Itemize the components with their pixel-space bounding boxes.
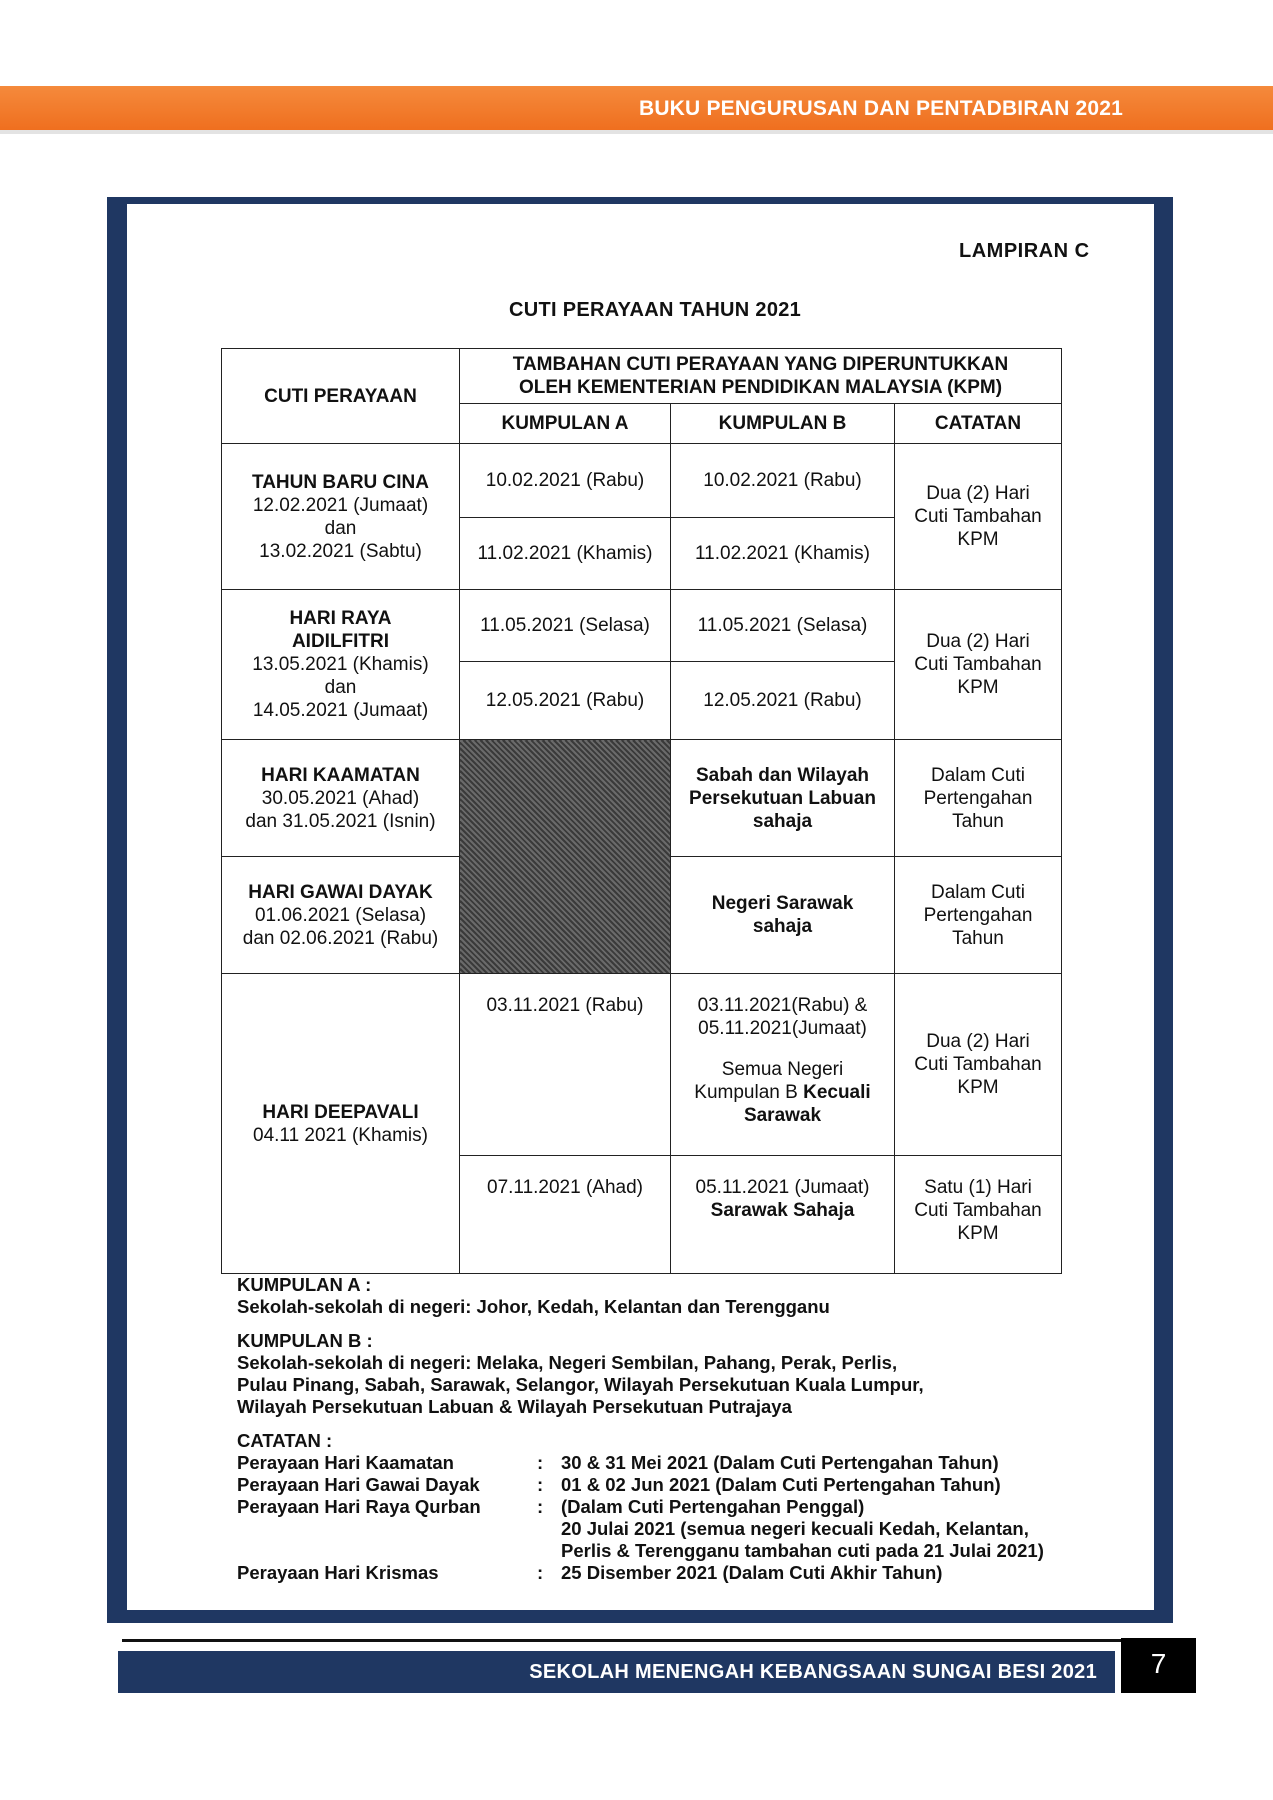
holiday-raya: HARI RAYA AIDILFITRI 13.05.2021 (Khamis) dan 14.05.2021 (Jumaat) [222, 590, 460, 740]
cell-a: 10.02.2021 (Rabu) [460, 444, 671, 518]
table-row [222, 974, 1062, 1156]
holiday-deepavali: HARI DEEPAVALI 04.11 2021 (Khamis) [222, 974, 460, 1274]
cell-a: 11.02.2021 (Khamis) [460, 518, 671, 590]
holiday-cny: TAHUN BARU CINA 12.02.2021 (Jumaat) dan 13.02.2021 (Sabtu) [222, 444, 460, 590]
col-kumpulan-a: KUMPULAN A [460, 404, 671, 444]
cell-b: 11.05.2021 (Selasa) [671, 590, 895, 662]
header-bar [0, 86, 1273, 134]
col-tambahan: TAMBAHAN CUTI PERAYAAN YANG DIPERUNTUKKAN OLEH KEMENTERIAN PENDIDIKAN MALAYSIA (KPM) [460, 349, 1062, 404]
kumpulan-a-title: KUMPULAN A : [237, 1274, 372, 1295]
notes [237, 1274, 1097, 1584]
cell-catatan: Dua (2) Hari Cuti Tambahan KPM [895, 974, 1062, 1156]
cell-catatan: Dalam Cuti Pertengahan Tahun [895, 857, 1062, 974]
cell-b: 03.11.2021(Rabu) & 05.11.2021(Jumaat) Semua Negeri Kumpulan B Kecuali Sarawak [671, 974, 895, 1156]
kumpulan-a-text: Sekolah-sekolah di negeri: Johor, Kedah, Kelantan dan Terengganu [237, 1296, 830, 1317]
cell-a: 12.05.2021 (Rabu) [460, 662, 671, 740]
page-number: 7 [1121, 1638, 1196, 1693]
cell-b: 05.11.2021 (Jumaat) Sarawak Sahaja [671, 1156, 895, 1274]
table-row [222, 740, 1062, 857]
cell-b: Negeri Sarawak sahaja [671, 857, 895, 974]
catatan-item: Perayaan Hari Raya Qurban : (Dalam Cuti Pertengahan Penggal) [237, 1496, 865, 1517]
table-row [222, 444, 1062, 518]
doc-title: CUTI PERAYAAN TAHUN 2021 [509, 299, 802, 321]
holiday-gawai: HARI GAWAI DAYAK 01.06.2021 (Selasa) dan 02.06.2021 (Rabu) [222, 857, 460, 974]
cell-b: 11.02.2021 (Khamis) [671, 518, 895, 590]
catatan-item: Perayaan Hari Krismas : 25 Disember 2021 (Dalam Cuti Akhir Tahun) [237, 1562, 943, 1583]
col-kumpulan-b: KUMPULAN B [671, 404, 895, 444]
header-title: BUKU PENGURUSAN DAN PENTADBIRAN 2021 [638, 97, 1123, 120]
cell-b: Sabah dan Wilayah Persekutuan Labuan sahaja [671, 740, 895, 857]
document-page [127, 204, 1154, 1610]
col-cuti-perayaan: CUTI PERAYAAN [222, 349, 460, 444]
catatan-item: Perlis & Terengganu tambahan cuti pada 21 Julai 2021) [561, 1540, 1044, 1561]
catatan-item: Perayaan Hari Gawai Dayak : 01 & 02 Jun 2021 (Dalam Cuti Pertengahan Tahun) [237, 1474, 1001, 1495]
holiday-table [221, 348, 1062, 1274]
lampiran-label: LAMPIRAN C [959, 240, 1090, 262]
cell-catatan: Satu (1) Hari Cuti Tambahan KPM [895, 1156, 1062, 1274]
cell-a: 07.11.2021 (Ahad) [460, 1156, 671, 1274]
cell-b: 12.05.2021 (Rabu) [671, 662, 895, 740]
kumpulan-b-title: KUMPULAN B : [237, 1330, 373, 1351]
cell-catatan: Dalam Cuti Pertengahan Tahun [895, 740, 1062, 857]
catatan-item: 20 Julai 2021 (semua negeri kecuali Kedah, Kelantan, [561, 1518, 1029, 1539]
holiday-kaamatan: HARI KAAMATAN 30.05.2021 (Ahad) dan 31.05.2021 (Isnin) [222, 740, 460, 857]
shaded-cell [460, 740, 671, 974]
footer-rule [122, 1639, 1125, 1642]
table-row [222, 590, 1062, 662]
cell-a: 11.05.2021 (Selasa) [460, 590, 671, 662]
catatan-title: CATATAN : [237, 1430, 333, 1451]
cell-b: 10.02.2021 (Rabu) [671, 444, 895, 518]
cell-catatan: Dua (2) Hari Cuti Tambahan KPM [895, 444, 1062, 590]
kumpulan-b-text: Sekolah-sekolah di negeri: Melaka, Negeri Sembilan, Pahang, Perak, Perlis, Pulau Pinang, Sabah, Sarawak, Selangor, Wilayah Persekutuan Kuala Lumpur, Wilayah Persekutuan Labuan & Wilayah Persekutuan Putrajaya [237, 1352, 924, 1417]
footer-school: SEKOLAH MENENGAH KEBANGSAAN SUNGAI BESI 2021 [529, 1661, 1097, 1683]
col-catatan: CATATAN [895, 404, 1062, 444]
cell-a: 03.11.2021 (Rabu) [460, 974, 671, 1156]
cell-catatan: Dua (2) Hari Cuti Tambahan KPM [895, 590, 1062, 740]
footer-bar [118, 1651, 1115, 1693]
catatan-item: Perayaan Hari Kaamatan : 30 & 31 Mei 2021 (Dalam Cuti Pertengahan Tahun) [237, 1452, 999, 1473]
